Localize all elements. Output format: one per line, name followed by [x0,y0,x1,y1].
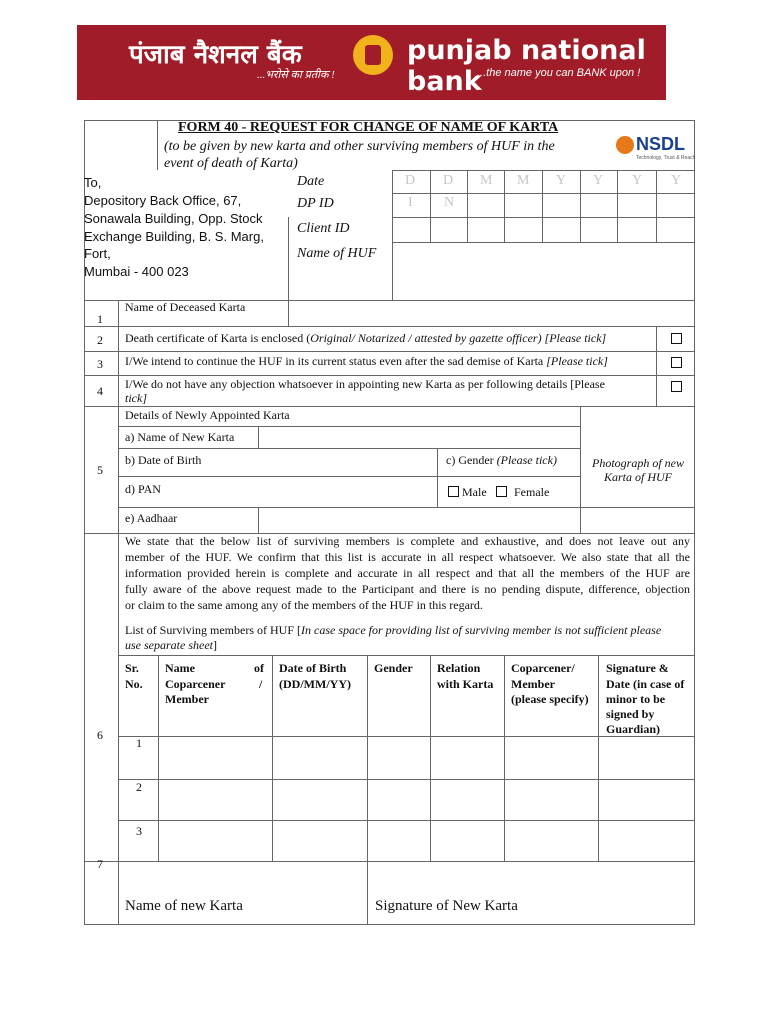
coparcener-header-line2: Member [511,677,555,691]
coparcener-header-line1: Coparcener/ [511,661,575,675]
photo-box-label-line1: Photograph of new [592,456,684,470]
dob-header-line1: Date of Birth [279,661,347,675]
huf-name-label: Name of HUF [297,246,377,261]
no-objection-text-line2: tick] [125,391,147,405]
row7-number: 7 [97,857,103,871]
coparcener-header-line3: (please specify) [511,692,589,706]
deceased-karta-label: Name of Deceased Karta [125,300,246,314]
dpid-label: DP ID [297,196,334,211]
name-header-line1: Name [165,661,195,675]
declaration-line-4: fully aware of the above request made to the Participant and there is no pending dispute, difference, objection [125,582,690,596]
name-header-line3: Member [165,692,209,706]
row5-number: 5 [97,463,103,477]
new-karta-dob-label: b) Date of Birth [125,453,202,467]
nsdl-logo-text: NSDL [636,134,685,154]
photo-box-label-line2: Karta of HUF [604,470,673,484]
signature-header-line3: minor to be [606,692,666,706]
death-certificate-checkbox[interactable] [671,333,682,344]
address-to: To, [84,175,102,190]
gender-male-label: Male [462,485,487,499]
row3-number: 3 [97,357,103,371]
signature-header-line2: Date (in case of [606,677,685,691]
member-row-number: 1 [136,736,142,750]
row2-number: 2 [97,333,103,347]
surviving-list-instruction-line1: List of Surviving members of HUF [In case space for providing list of surviving member is not sufficient please [125,623,662,637]
date-cell-y3[interactable]: Y [632,173,643,188]
nsdl-tagline: Technology, Trust & Reach [636,155,696,161]
death-certificate-text: Death certificate of Karta is enclosed (Original/ Notarized / attested by gazette officer) [Please tick] [125,331,607,345]
bank-tagline-english: ...the name you can BANK upon ! [477,67,641,79]
member-row-number: 3 [136,824,142,838]
no-objection-checkbox[interactable] [671,381,682,392]
address-line3: Exchange Building, B. S. Marg, [84,229,264,244]
new-karta-signature-label: Signature of New Karta [375,898,518,914]
bank-tagline-hindi: ...भरोसे का प्रतीक ! [257,69,335,81]
date-cell-y1[interactable]: Y [556,173,567,188]
declaration-line-3: information provided herein is complete and accurate in all respect and that all the members of the HUF are [125,566,690,580]
dob-header-line2: (DD/MM/YY) [279,677,351,691]
new-karta-details-title: Details of Newly Appointed Karta [125,408,290,422]
row1-number: 1 [97,312,103,326]
address-line1: Depository Back Office, 67, [84,193,242,208]
name-header-line2: Coparcener [165,677,226,691]
continue-huf-checkbox[interactable] [671,357,682,368]
signature-header-line5: Guardian) [606,722,661,736]
date-cell-y4[interactable]: Y [671,173,682,188]
relation-header-line1: Relation [437,661,481,675]
date-cell-y2[interactable]: Y [593,173,604,188]
continue-huf-text: I/We intend to continue the HUF in its current status even after the sad demise of Karta [Please tick] [125,354,608,368]
new-karta-pan-label: d) PAN [125,482,161,496]
declaration-line-5: or claim to the same among any of the members of the HUF in this regard. [125,598,483,612]
nsdl-logo-icon [616,136,634,154]
date-cell-d1[interactable]: D [405,173,416,188]
bank-name-hindi: पंजाब नैशनल बैंक [129,40,302,70]
surviving-list-instruction-line2: use separate sheet] [125,638,217,652]
new-karta-aadhaar-label: e) Aadhaar [125,511,178,525]
bank-name-english: punjab national bank [407,35,646,97]
dpid-cell-2[interactable]: N [444,195,455,210]
gender-header: Gender [374,661,413,675]
gender-male-checkbox[interactable] [448,486,459,497]
gender-female-checkbox[interactable] [496,486,507,497]
date-label: Date [297,174,325,189]
clientid-label: Client ID [297,221,350,236]
row6-number: 6 [97,728,103,742]
new-karta-name-signature-label: Name of new Karta [125,898,243,914]
date-cell-m1[interactable]: M [480,173,493,188]
declaration-line-1: We state that the below list of surviving members is complete and exhaustive, and does not leave out any [125,534,690,548]
signature-header-line1: Signature & [606,661,669,675]
declaration-line-2: member of the HUF. We confirm that this list is accurate in all respect whatsoever. We also state that all the [125,550,690,564]
sr-no-header-line2: No. [125,677,143,691]
relation-header-line2: with Karta [437,677,494,691]
gender-female-label: Female [514,485,550,499]
pnb-logo-mark [365,45,381,65]
form-subtitle-line1: (to be given by new karta and other surviving members of HUF in the [164,139,555,154]
row4-number: 4 [97,384,103,398]
no-objection-text-line1: I/We do not have any objection whatsoever in appointing new Karta as per following details [Please [125,377,605,391]
dpid-cell-1[interactable]: I [408,195,413,210]
sr-no-header-line1: Sr. [125,661,139,675]
new-karta-gender-label: c) Gender (Please tick) [446,453,557,467]
member-row-number: 2 [136,780,142,794]
name-header-line1b: of [254,661,264,675]
address-line4: Fort, [84,246,111,261]
new-karta-name-label: a) Name of New Karta [125,430,235,444]
date-cell-d2[interactable]: D [443,173,454,188]
address-line2: Sonawala Building, Opp. Stock [84,211,263,226]
address-line5: Mumbai - 400 023 [84,264,189,279]
form-subtitle-line2: event of death of Karta) [164,156,298,171]
bank-banner [77,25,666,100]
form-title: FORM 40 - REQUEST FOR CHANGE OF NAME OF KARTA [178,120,559,135]
name-header-line2b: / [259,677,263,691]
date-cell-m2[interactable]: M [517,173,530,188]
signature-header-line4: signed by [606,707,655,721]
